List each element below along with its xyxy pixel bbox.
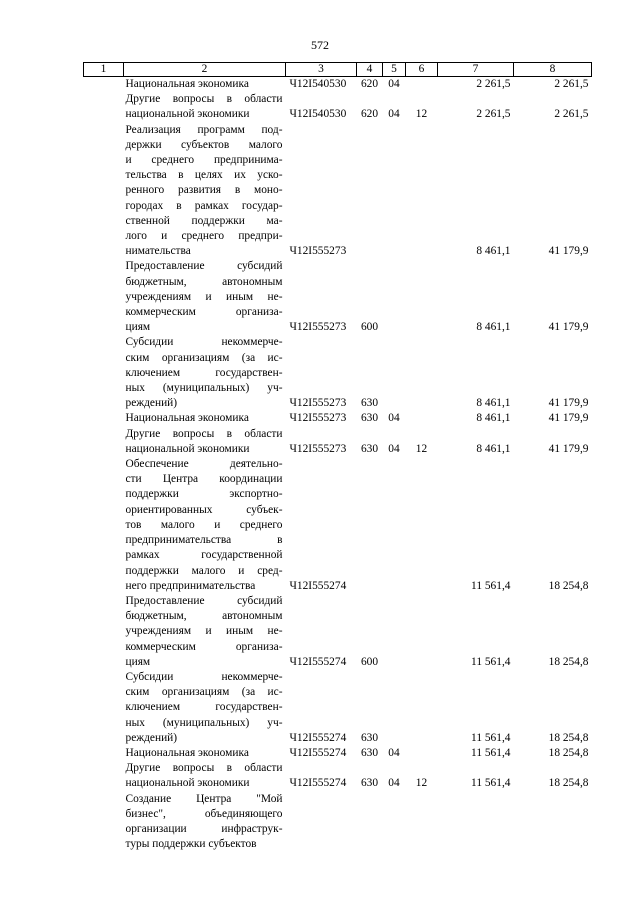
table-row: [84, 746, 592, 761]
row-sum-8: 41 179,9: [548, 412, 589, 425]
row-col-1: [84, 123, 124, 260]
row-rz: 04: [388, 412, 400, 425]
row-sum-8: 41 179,9: [548, 442, 589, 455]
row-name: [124, 457, 286, 594]
row-sum-8: 18 254,8: [548, 655, 589, 668]
row-pr: [406, 411, 438, 426]
row-name-line: Реализация программ под-: [125, 123, 283, 136]
row-name-line: национальной экономики: [125, 442, 250, 455]
row-pr: [406, 259, 438, 335]
table-row: [84, 457, 592, 594]
row-col-1: [84, 457, 124, 594]
table-row: [84, 335, 592, 411]
row-name-line: держки субъектов малого: [125, 138, 283, 151]
row-name-line: учреждениям и иным не-: [125, 290, 283, 303]
row-code: Ч12I555273: [289, 397, 347, 410]
row-name-line: рамках государственной: [125, 549, 283, 562]
row-name-line: ориентированных субъек-: [125, 503, 283, 516]
row-sum-7: 11 561,4: [471, 579, 511, 592]
row-col-1: [84, 259, 124, 335]
row-name-line: Национальная экономика: [125, 78, 249, 90]
table-row: [84, 761, 592, 791]
row-rz: [383, 457, 406, 594]
row-sum-8: 41 179,9: [548, 321, 589, 334]
row-name-line: реждений): [125, 397, 178, 410]
row-vr: 630: [360, 746, 379, 759]
row-name-line: ных (муниципальных) уч-: [125, 716, 283, 729]
row-name: [124, 335, 286, 411]
row-name-line: поддержки экспортно-: [125, 488, 283, 501]
row-name: [124, 77, 286, 93]
budget-table: [83, 62, 592, 852]
table-row: [84, 123, 592, 260]
row-name: [124, 594, 286, 670]
row-name-line: поддержки малого и сред-: [125, 564, 283, 577]
row-vr: 630: [360, 442, 379, 455]
row-rz: [383, 259, 406, 335]
row-name: [124, 123, 286, 260]
row-vr: 630: [360, 777, 379, 790]
row-name-line: Субсидии некоммерче-: [125, 336, 283, 349]
header-col-3: 3: [286, 63, 357, 77]
row-name-line: Создание Центра "Мой: [125, 792, 283, 805]
row-vr: 630: [360, 412, 379, 425]
row-col-1: [84, 746, 124, 761]
row-name-line: лого и среднего предпри-: [125, 230, 283, 243]
header-row: [84, 63, 592, 77]
row-name: [124, 746, 286, 761]
row-sum-8: 2 261,5: [554, 108, 589, 121]
row-code: Ч12I540530: [289, 108, 347, 121]
row-vr: 630: [360, 397, 379, 410]
row-pr: [406, 670, 438, 746]
row-sum-8: 18 254,8: [548, 731, 589, 744]
row-code: Ч12I555274: [289, 579, 347, 592]
row-name: [124, 761, 286, 791]
row-code: Ч12I555274: [289, 777, 347, 790]
row-name: [124, 259, 286, 335]
table-row: [84, 411, 592, 426]
header-col-7: 7: [438, 63, 514, 77]
row-vr: [357, 457, 383, 594]
row-name-line: ским организациям (за ис-: [125, 686, 283, 699]
row-name-line: национальной экономики: [125, 108, 250, 121]
row-pr: [406, 792, 438, 853]
row-name: [124, 92, 286, 122]
row-sum-7: 8 461,1: [476, 412, 511, 425]
row-name-line: туры поддержки субъектов: [125, 838, 257, 851]
table-row: [84, 259, 592, 335]
row-vr: 620: [360, 108, 379, 121]
row-rz: [383, 670, 406, 746]
row-code: Ч12I555273: [289, 412, 347, 425]
row-name-line: бюджетным, автономным: [125, 610, 283, 623]
row-rz: [383, 335, 406, 411]
row-name-line: организации инфраструк-: [125, 822, 283, 835]
row-name-line: Другие вопросы в области: [125, 762, 283, 775]
row-vr: 600: [360, 321, 379, 334]
row-vr: 620: [360, 78, 379, 90]
row-name-line: циям: [125, 655, 151, 668]
row-sum-8: 2 261,5: [554, 78, 589, 90]
table-row: [84, 792, 592, 853]
row-col-1: [84, 92, 124, 122]
header-col-5: 5: [383, 63, 406, 77]
row-code: [286, 792, 357, 853]
row-pr: [406, 746, 438, 761]
row-sum-7: 8 461,1: [476, 397, 511, 410]
row-pr: [406, 594, 438, 670]
row-pr: [406, 77, 438, 93]
row-name-line: ключением государствен-: [125, 366, 283, 379]
row-col-1: [84, 427, 124, 457]
row-sum-7: 11 561,4: [471, 746, 511, 759]
row-rz: 04: [388, 108, 400, 121]
row-name-line: ных (муниципальных) уч-: [125, 382, 283, 395]
row-pr: 12: [415, 442, 428, 455]
row-name-line: Предоставление субсидий: [125, 260, 283, 273]
row-sum-7: 2 261,5: [476, 108, 511, 121]
row-name-line: ренного развития в моно-: [125, 184, 283, 197]
row-col-1: [84, 594, 124, 670]
table-header: [84, 63, 592, 77]
table-row: [84, 670, 592, 746]
row-col-1: [84, 761, 124, 791]
row-pr: [406, 335, 438, 411]
row-pr: [406, 123, 438, 260]
table-row: [84, 77, 592, 93]
row-name: [124, 427, 286, 457]
row-pr: 12: [415, 777, 428, 790]
header-col-2: 2: [124, 63, 286, 77]
row-name-line: коммерческим организа-: [125, 640, 283, 653]
row-name-line: национальной экономики: [125, 777, 250, 790]
header-col-6: 6: [406, 63, 438, 77]
row-name: [124, 670, 286, 746]
row-vr: 600: [360, 655, 379, 668]
table-row: [84, 594, 592, 670]
row-name-line: реждений): [125, 731, 178, 744]
row-name-line: ственной поддержки ма-: [125, 214, 283, 227]
header-col-4: 4: [357, 63, 383, 77]
row-name-line: ключением государствен-: [125, 701, 283, 714]
row-name-line: учреждениям и иным не-: [125, 625, 283, 638]
row-name-line: бюджетным, автономным: [125, 275, 283, 288]
row-sum-7: 8 461,1: [476, 245, 511, 258]
table-row: [84, 427, 592, 457]
row-vr: 630: [360, 731, 379, 744]
row-code: Ч12I555273: [289, 442, 347, 455]
row-name-line: Национальная экономика: [125, 412, 249, 425]
row-rz: 04: [388, 777, 400, 790]
row-code: Ч12I555273: [289, 245, 347, 258]
row-code: Ч12I555274: [289, 746, 347, 759]
row-name-line: Предоставление субсидий: [125, 594, 283, 607]
row-rz: [383, 792, 406, 853]
row-name-line: предпринимательства в: [125, 534, 283, 547]
row-rz: 04: [388, 78, 400, 90]
row-name-line: и среднего предпринима-: [125, 154, 283, 167]
row-sum-7: 8 461,1: [476, 442, 511, 455]
row-name-line: тов малого и среднего: [125, 518, 283, 531]
row-name-line: него предпринимательства: [125, 579, 256, 592]
row-rz: [383, 123, 406, 260]
table-body: [84, 77, 592, 853]
row-col-1: [84, 792, 124, 853]
row-sum-7: 11 561,4: [471, 655, 511, 668]
row-col-1: [84, 411, 124, 426]
row-name-line: Субсидии некоммерче-: [125, 670, 283, 683]
row-name-line: тельства в целях их уско-: [125, 169, 283, 182]
row-name-line: Другие вопросы в области: [125, 93, 283, 106]
row-col-1: [84, 670, 124, 746]
row-pr: 12: [415, 108, 428, 121]
page-number: 572: [311, 38, 329, 52]
row-sum-7: 11 561,4: [471, 777, 511, 790]
row-sum-8: 18 254,8: [548, 746, 589, 759]
row-name-line: ским организациям (за ис-: [125, 351, 283, 364]
row-name: [124, 411, 286, 426]
row-pr: [406, 457, 438, 594]
row-sum-7: 8 461,1: [476, 321, 511, 334]
row-sum-7: [438, 792, 514, 853]
row-name-line: сти Центра координации: [125, 473, 283, 486]
row-vr: [357, 792, 383, 853]
row-sum-8: 18 254,8: [548, 579, 589, 592]
row-name-line: Национальная экономика: [125, 746, 249, 759]
row-sum-7: 2 261,5: [476, 78, 511, 90]
row-name-line: циям: [125, 321, 151, 334]
row-code: Ч12I540530: [289, 78, 347, 90]
row-col-1: [84, 335, 124, 411]
row-name-line: нимательства: [125, 245, 191, 258]
header-col-8: 8: [514, 63, 592, 77]
row-sum-8: 41 179,9: [548, 397, 589, 410]
header-col-1: 1: [84, 63, 124, 77]
row-name-line: коммерческим организа-: [125, 306, 283, 319]
row-code: Ч12I555274: [289, 655, 347, 668]
row-rz: 04: [388, 442, 400, 455]
row-sum-8: 41 179,9: [548, 245, 589, 258]
table-row: [84, 92, 592, 122]
row-name-line: бизнес", объединяющего: [125, 807, 283, 820]
row-rz: 04: [388, 746, 400, 759]
row-vr: [357, 123, 383, 260]
row-name-line: городах в рамках государ-: [125, 199, 283, 212]
row-sum-7: 11 561,4: [471, 731, 511, 744]
row-rz: [383, 594, 406, 670]
row-code: Ч12I555274: [289, 731, 347, 744]
row-col-1: [84, 77, 124, 93]
row-sum-8: 18 254,8: [548, 777, 589, 790]
row-code: Ч12I555273: [289, 321, 347, 334]
row-sum-8: [514, 792, 592, 853]
row-name: [124, 792, 286, 853]
row-name-line: Другие вопросы в области: [125, 427, 283, 440]
row-name-line: Обеспечение деятельно-: [125, 458, 283, 471]
